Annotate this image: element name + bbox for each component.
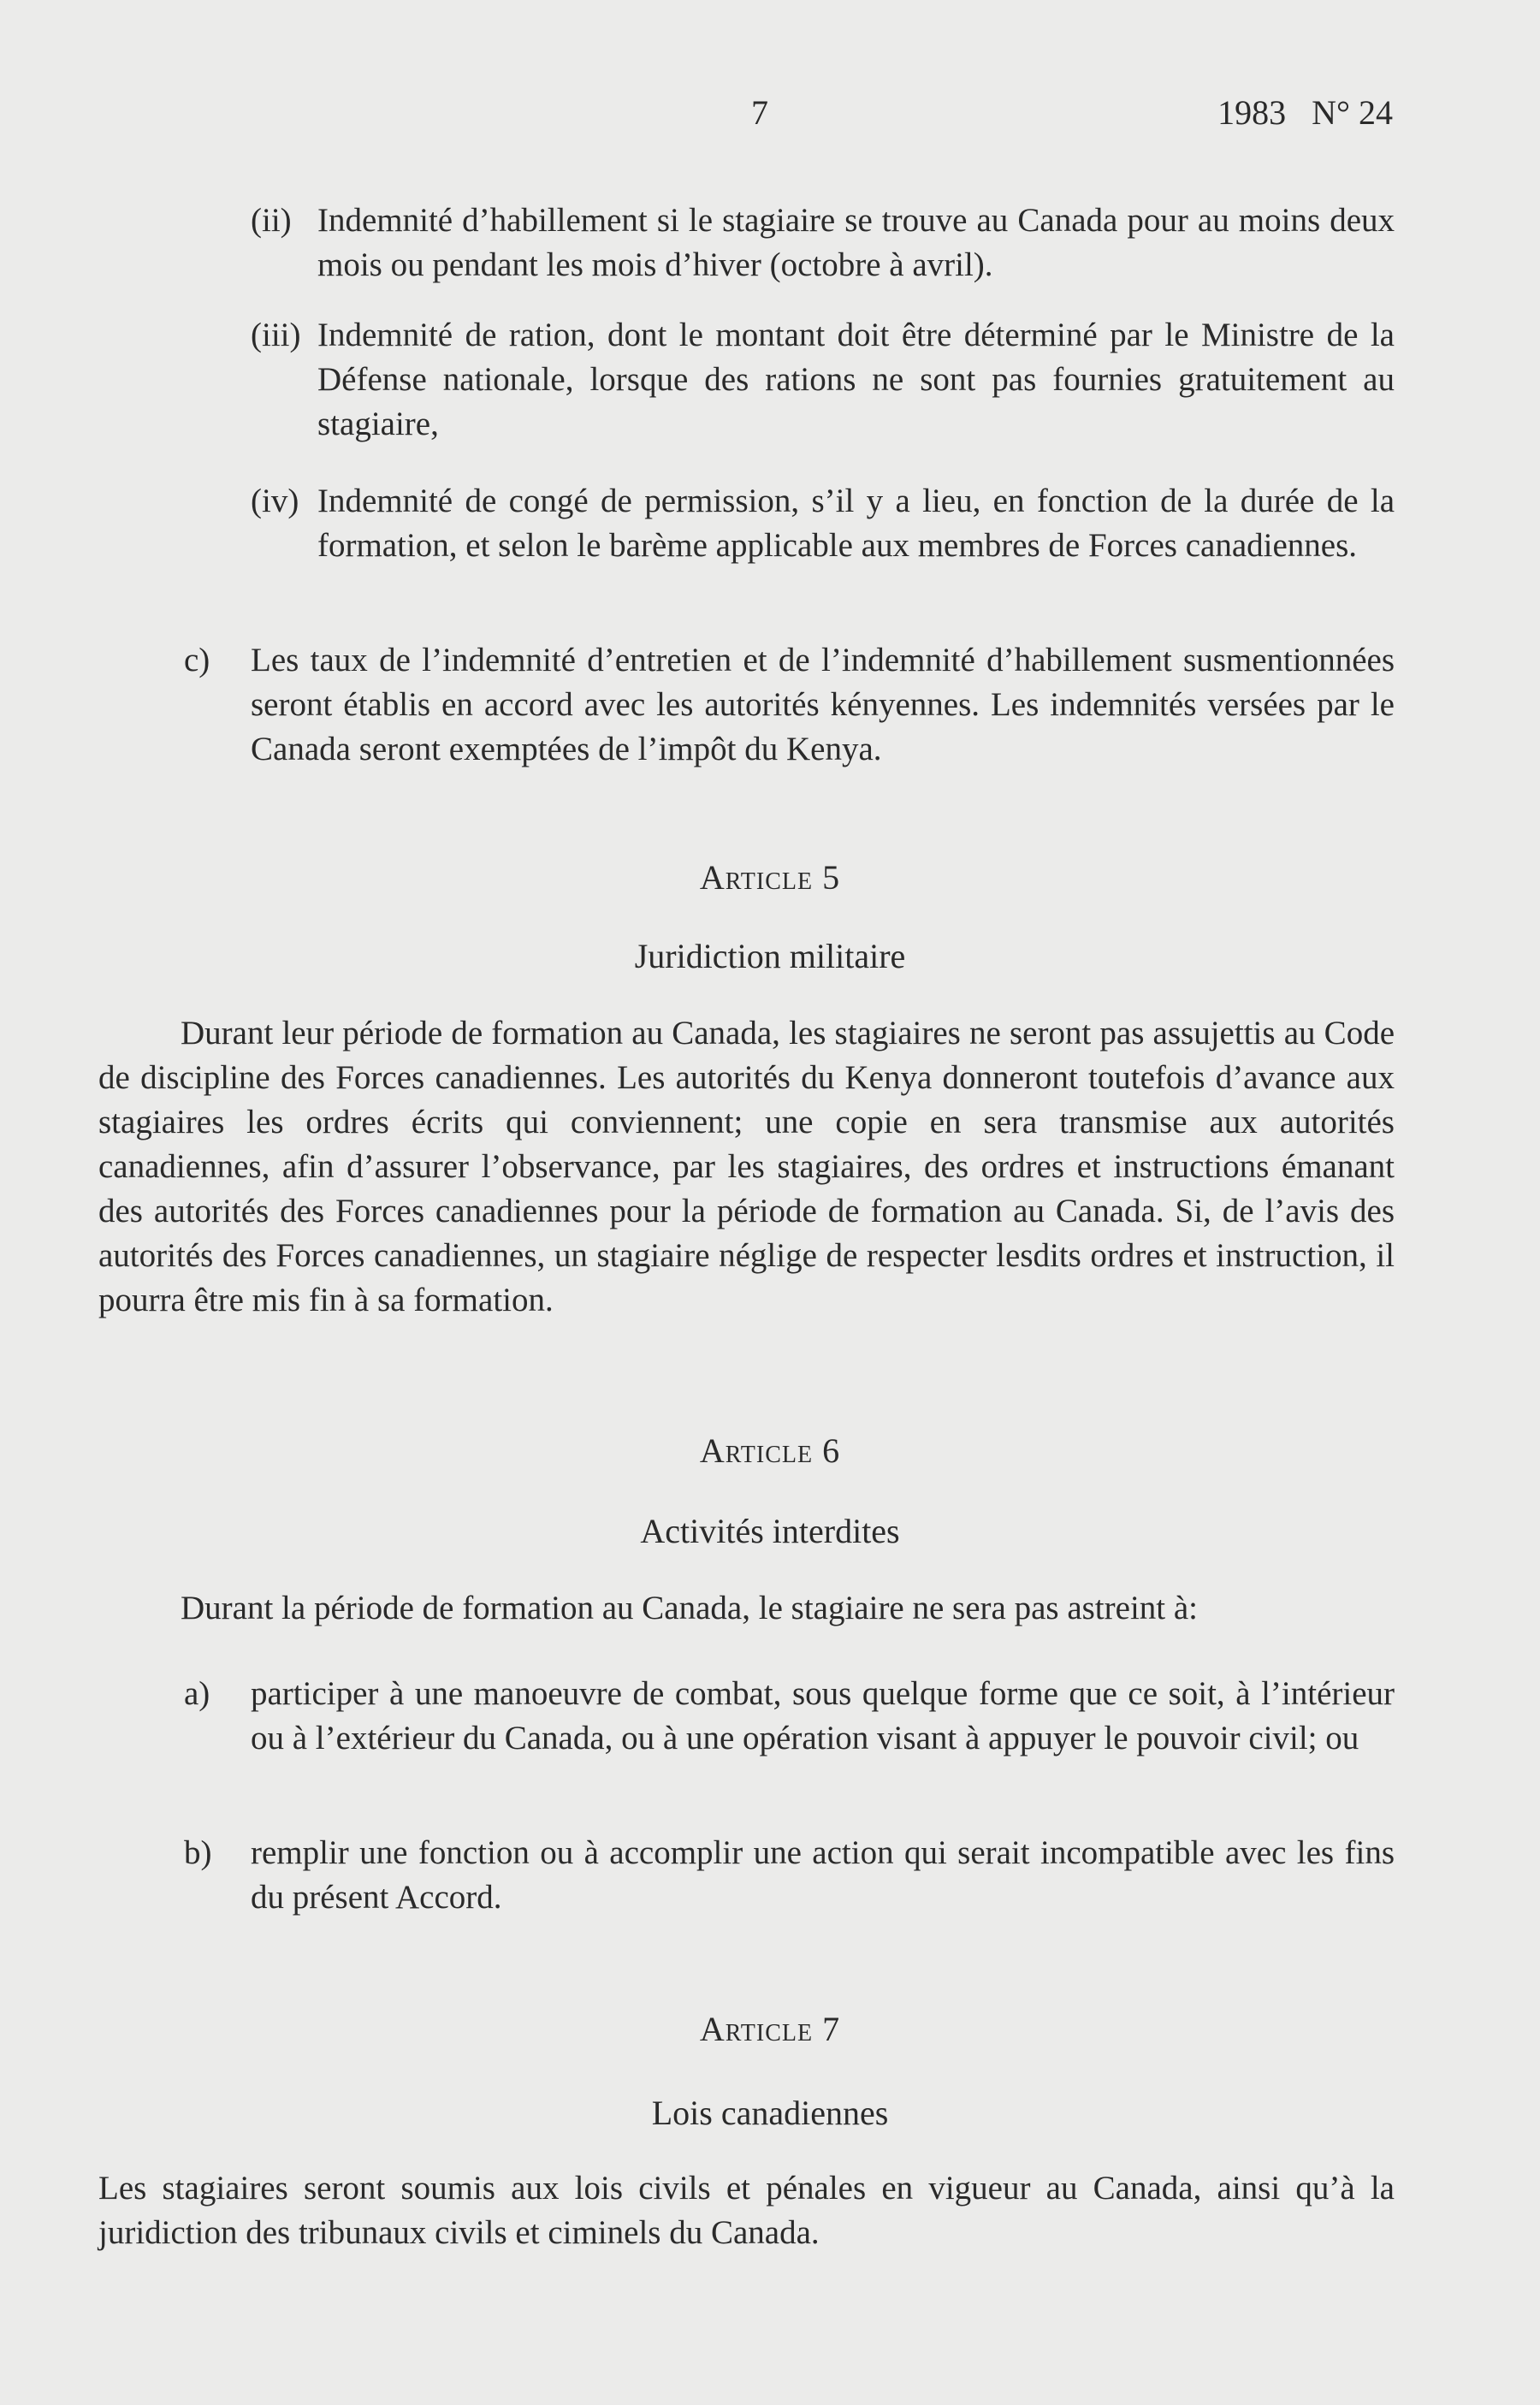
item-text: participer à une manoeuvre de combat, sous quelque forme que ce soit, à l’intérieur ou à l’extérieur du Canada, ou à une opération visant à appuyer le pouvoir civil; ou <box>251 1675 1395 1756</box>
item-letter: c) <box>184 642 210 678</box>
article-5-body <box>98 1011 1395 1323</box>
subitem-text: Indemnité de ration, dont le montant doit être déterminé par le Ministre de la Défense nationale, lorsque des rations ne sont pas fournies gratuitement au stagiaire, <box>317 317 1395 442</box>
article-7-heading: Article 7 <box>699 2010 841 2048</box>
article-6-item-b <box>184 1831 1395 1920</box>
article-6-item-a <box>184 1672 1395 1761</box>
item-letter: a) <box>184 1675 210 1712</box>
article-6-heading: Article 6 <box>699 1431 841 1470</box>
article-7-title: Lois canadiennes <box>651 2094 889 2132</box>
item-c <box>184 638 1395 772</box>
item-text: remplir une fonction ou à accomplir une action qui serait incompatible avec les fins du présent Accord. <box>251 1834 1395 1916</box>
subitem-number: (iv) <box>251 483 299 519</box>
article-6-intro <box>98 1586 1395 1631</box>
subitem-text: Indemnité de congé de permission, s’il y a lieu, en fonction de la durée de la formation, et selon le barème applicable aux membres de Forces canadiennes. <box>317 483 1395 564</box>
article-7-body <box>98 2166 1395 2255</box>
gazette-number: 1983 N° 24 <box>1217 93 1393 132</box>
subitem-iii <box>251 313 1395 447</box>
article-6-title: Activités interdites <box>640 1512 900 1550</box>
paragraph: Les stagiaires seront soumis aux lois civils et pénales en vigueur au Canada, ainsi qu’à la juridiction des tribunaux civils et ciminels du Canada. <box>98 2170 1395 2251</box>
paragraph: Durant leur période de formation au Canada, les stagiaires ne seront pas assujettis au Code de discipline des Forces canadiennes. Les autorités du Kenya donneront toutefois d’avance aux stagiaires les ordres écrits qui conviennent; une copie en sera transmise aux autorités canadiennes, afin d’assurer l’observance, par les stagiaires, des ordres et instructions émanant des autorités des Forces canadiennes pour la période de formation au Canada. Si, de l’avis des autorités des Forces canadiennes, un stagiaire néglige de respecter lesdits ordres et instruction, il pourra être mis fin à sa formation. <box>98 1015 1395 1318</box>
page-number: 7 <box>751 93 768 132</box>
article-5-title: Juridiction militaire <box>634 937 906 975</box>
subitem-text: Indemnité d’habillement si le stagiaire se trouve au Canada pour au moins deux mois ou pendant les mois d’hiver (octobre à avril). <box>317 202 1395 283</box>
article-5-heading: Article 5 <box>699 858 841 897</box>
paragraph: Durant la période de formation au Canada, le stagiaire ne sera pas astreint à: <box>181 1590 1199 1626</box>
item-letter: b) <box>184 1834 212 1871</box>
subitem-number: (ii) <box>251 202 292 239</box>
subitem-iv <box>251 479 1395 568</box>
subitem-number: (iii) <box>251 317 301 353</box>
page-header <box>0 92 1540 135</box>
item-text: Les taux de l’indemnité d’entretien et de l’indemnité d’habillement susmentionnées seront établis en accord avec les autorités kényennes. Les indemnités versées par le Canada seront exemptées de l’impôt du Kenya. <box>251 642 1395 767</box>
subitem-ii <box>251 198 1395 287</box>
